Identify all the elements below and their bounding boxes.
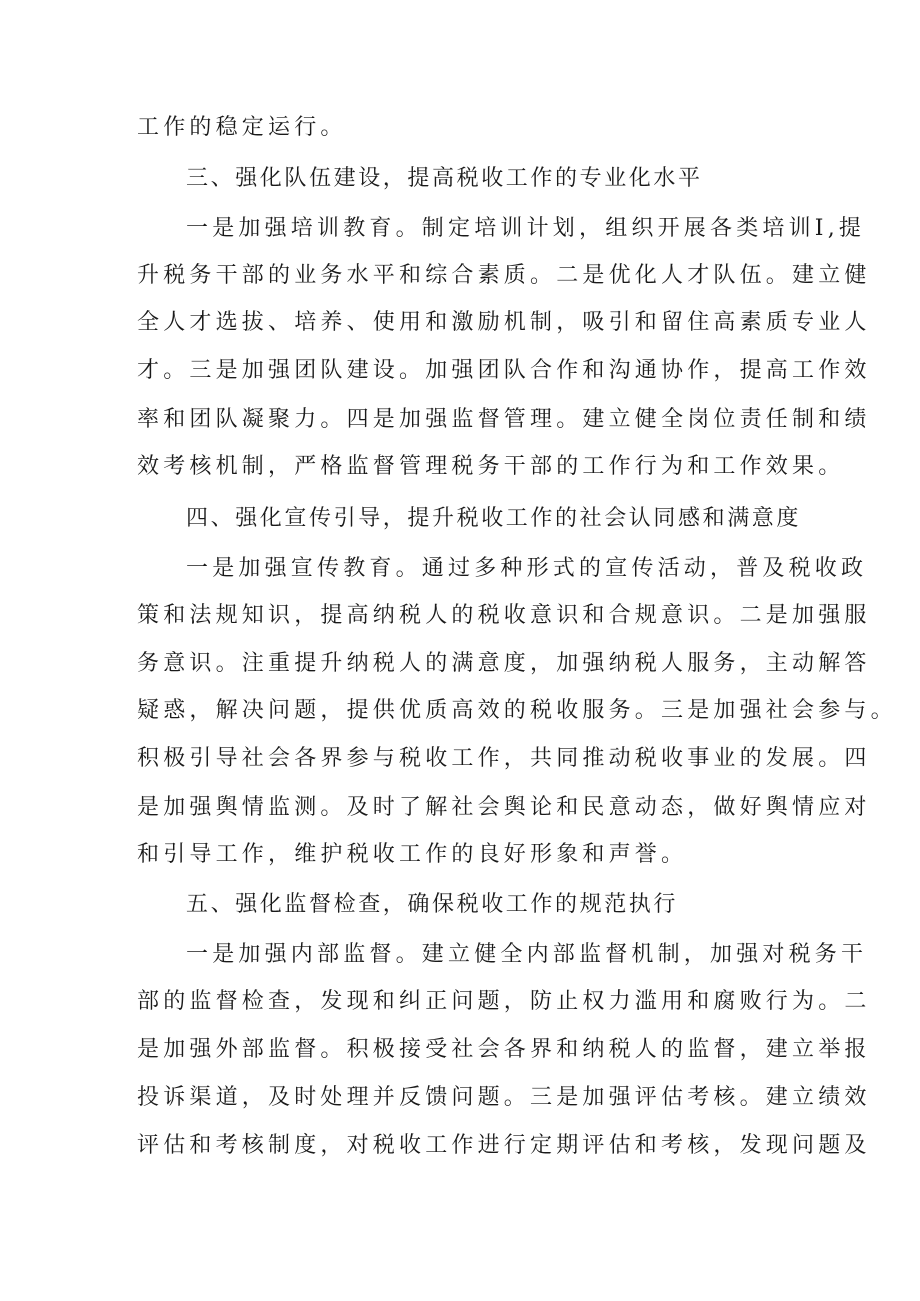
text-line: 工作的稳定运行。 — [137, 115, 347, 140]
text-line: 策和法规知识，提高纳税人的税收意识和合规意识。二是加强服 — [137, 603, 871, 628]
text-line: 投诉渠道，及时处理并反馈问题。三是加强评估考核。建立绩效 — [137, 1085, 871, 1110]
section-heading-5: 五、强化监督检查，确保税收工作的规范执行 — [186, 892, 679, 917]
text-line: 一是加强培训教育。制定培训计划，组织开展各类培训I,提 — [186, 216, 866, 241]
text-line: 是加强外部监督。积极接受社会各界和纳税人的监督，建立举报 — [137, 1037, 871, 1062]
text-line: 积极引导社会各界参与税收工作，共同推动税收事业的发展。四 — [137, 746, 871, 771]
text-line: 务意识。注重提升纳税人的满意度，加强纳税人服务，主动解答 — [137, 651, 871, 676]
text-line: 一是加强宣传教育。通过多种形式的宣传活动，普及税收政 — [186, 556, 868, 581]
text-line: 率和团队凝聚力。四是加强监督管理。建立健全岗位责任制和绩 — [137, 407, 871, 432]
text-line: 评估和考核制度，对税收工作进行定期评估和考核，发现问题及 — [137, 1133, 871, 1158]
text-line: 是加强舆情监测。及时了解社会舆论和民意动态，做好舆情应对 — [137, 795, 871, 820]
text-line: 效考核机制，严格监督管理税务干部的工作行为和工作效果。 — [137, 454, 845, 479]
text-line: 部的监督检查，发现和纠正问题，防止权力滥用和腐败行为。二 — [137, 989, 871, 1014]
text-line: 和引导工作，维护税收工作的良好形象和声誉。 — [137, 842, 688, 867]
section-heading-3: 三、强化队伍建设，提高税收工作的专业化水平 — [186, 166, 703, 191]
text-line: 升税务干部的业务水平和综合素质。二是优化人才队伍。建立健 — [137, 263, 871, 288]
section-heading-4: 四、强化宣传引导，提升税收工作的社会认同感和满意度 — [186, 506, 802, 531]
text-line: 一是加强内部监督。建立健全内部监督机制，加强对税务干 — [186, 942, 868, 967]
text-line: 疑惑，解决问题，提供优质高效的税收服务。三是加强社会参与。 — [137, 698, 897, 723]
text-line: 全人才选拔、培养、使用和激励机制，吸引和留住高素质专业人 — [137, 310, 871, 335]
text-line: 才。三是加强团队建设。加强团队合作和沟通协作，提高工作效 — [137, 358, 871, 383]
